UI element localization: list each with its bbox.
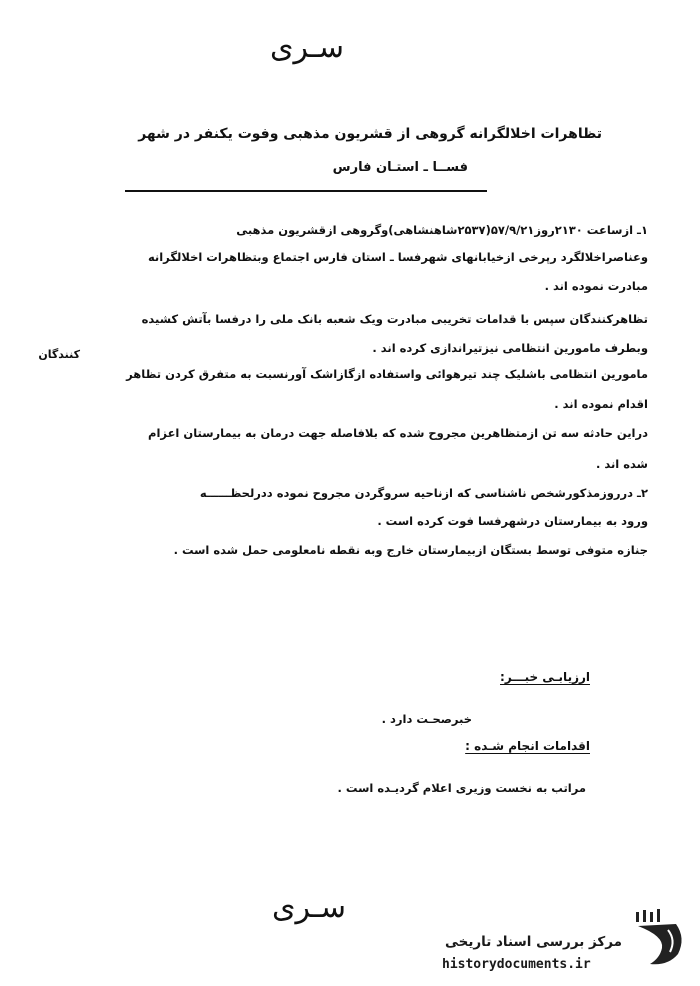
classification-mark-bottom: سـری <box>272 890 346 925</box>
body-line: ۱ـ ازساعت ۲۱۳۰روز۵۷/۹/۲۱(۲۵۳۷شاهنشاهی)وگروهی ازقشریون مذهبی <box>236 223 648 237</box>
assessment-value: خبرصحـت دارد . <box>381 712 472 726</box>
body-line: ۲ـ درروزمذکورشخص ناشناسی که ازناحیه سروگردن مجروح نموده ددرلحظــــــه <box>199 486 648 500</box>
body-line: اقدام نموده اند . <box>554 397 648 411</box>
assessment-heading: ارزیابـی خبـــر: <box>500 670 590 684</box>
title-underline <box>125 190 487 192</box>
archive-website: historydocuments.ir <box>442 957 591 972</box>
body-line: ورود به بیمارستان درشهرفسا فوت کرده است . <box>377 514 648 528</box>
margin-note: کنندگان <box>38 348 80 361</box>
archive-logo-icon <box>630 908 690 970</box>
archive-name: مرکز بررسی اسناد تاریخی <box>444 934 622 950</box>
body-line: مبادرت نموده اند . <box>544 279 648 293</box>
body-line: وبطرف مامورین انتظامی نیزتیراندازی کرده اند . <box>372 341 648 355</box>
body-line: تظاهرکنندگان سپس با قدامات تخریبی مبادرت ویک شعبه بانک ملی را درفسا بآتش کشیده <box>141 312 648 326</box>
classification-mark-top: سـری <box>270 30 344 65</box>
body-line: جنازه متوفی توسط بستگان ازبیمارستان خارج وبه نقطه نامعلومی حمل شده است . <box>173 543 648 557</box>
body-line: وعناصراخلالگرد رپرخی ازخیابانهای شهرفسا ـ استان فارس اجتماع وبتظاهرات اخلالگرانه <box>147 250 648 264</box>
actions-heading: اقدامات انجام شـده : <box>465 739 590 753</box>
body-line: شده اند . <box>595 457 648 471</box>
document-subtitle: فســا ـ استـان فارس <box>332 160 468 175</box>
body-line: مامورین انتظامی باشلیک چند تیرهوائی واستفاده ازگازاشک آورنسبت به متفرق کردن تظاهر <box>126 367 648 381</box>
actions-value: مراتب به نخست وزیری اعلام گردیـده است . <box>337 781 586 795</box>
body-line: دراین حادثه سه تن ازمتظاهرین مجروح شده که بلافاصله جهت درمان به بیمارستان اعزام <box>148 426 648 440</box>
document-title: تظاهرات اخلالگرانه گروهی از قشریون مذهبی وفوت یکنفر در شهر <box>138 126 602 142</box>
